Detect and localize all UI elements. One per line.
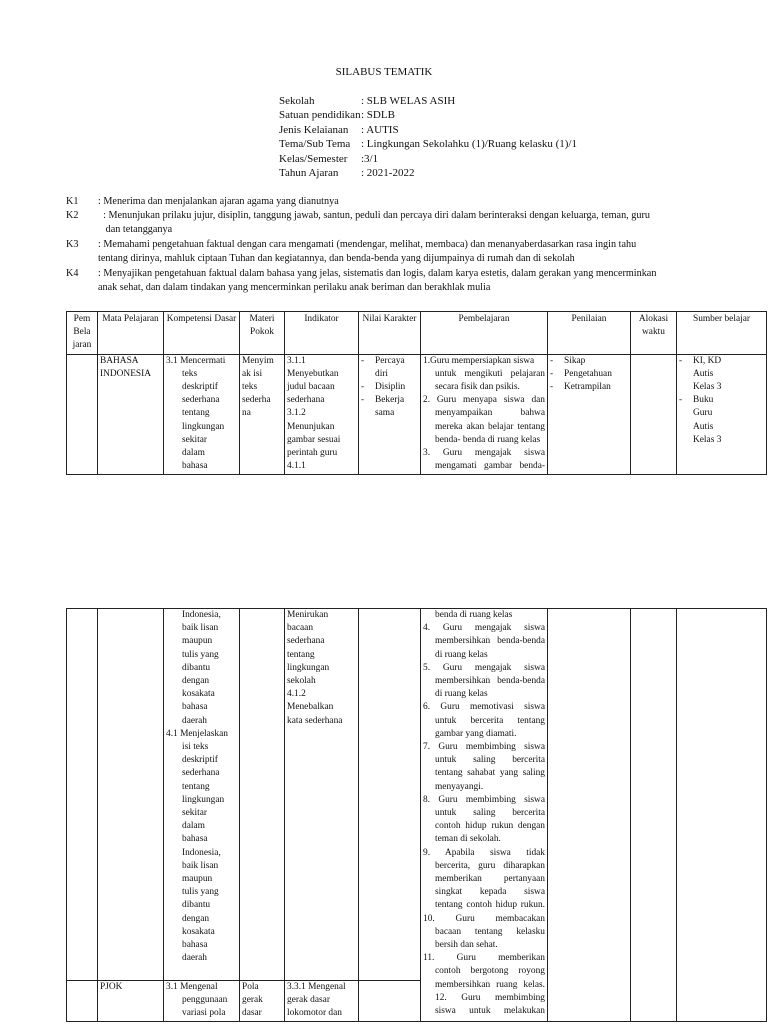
cell-text: daerah — [182, 953, 207, 964]
cell-text: baik lisan — [182, 623, 219, 634]
syllabus-table-page1 — [66, 311, 767, 475]
bullet-text: Bekerja — [375, 395, 405, 406]
cell-text: Menyebutkan — [287, 368, 339, 379]
bullet-item — [361, 394, 418, 407]
info-value: : 2021-2022 — [361, 167, 415, 180]
cell-pembelajaran-no — [67, 354, 98, 474]
cell-nilai-karakter — [359, 981, 421, 1022]
bullet-item — [361, 355, 418, 368]
learning-step-line: contoh bergotong royong — [435, 966, 545, 977]
ki-text — [98, 267, 706, 295]
column-header: Sumber belajar — [677, 312, 767, 355]
bullet-text: Kelas 3 — [693, 434, 722, 445]
cell-text: 3.1.1 — [287, 355, 306, 366]
bullet-text: KI, KD — [693, 355, 722, 366]
cell-text: Menyim — [242, 355, 274, 366]
cell-text: 3.1.2 — [287, 408, 306, 419]
bullet-dash — [679, 421, 693, 434]
cell-indikator — [285, 981, 359, 1022]
bullet-text: Percaya — [375, 355, 405, 366]
column-header: Alokasi waktu — [631, 312, 677, 355]
bullet-item — [679, 368, 764, 381]
bullet-item — [679, 434, 764, 447]
cell-text: isi teks — [182, 742, 209, 753]
learning-step-line: menyampaikan bahwa — [435, 408, 545, 419]
info-value: : SDLB — [361, 109, 395, 122]
ki-line: : Menunjukan prilaku jujur, disiplin, tanggung jawab, santun, peduli dan percaya diri dalam berinteraksi dengan keluarga, teman, guru — [98, 210, 650, 221]
bullet-dash — [679, 381, 693, 394]
cell-pembelajaran — [421, 609, 548, 1022]
cell-text: lingkungan — [182, 421, 225, 432]
ki-line: : Menyajikan pengetahuan faktual dalam bahasa yang jelas, sistematis dan logis, dalam karya estetis, dalam gerakan yang mencerminkan — [98, 268, 657, 279]
cell-kompetensi-dasar — [164, 981, 240, 1022]
bullet-text: Guru — [693, 408, 713, 419]
bullet-dash: - — [361, 395, 365, 406]
cell-text: dalam — [182, 448, 205, 459]
info-value: : AUTIS — [361, 123, 399, 136]
cell-text: gerak — [242, 995, 263, 1006]
info-label: Satuan pendidikan — [279, 109, 361, 122]
cell-text: BAHASA — [100, 355, 139, 366]
column-header: Materi Pokok — [240, 312, 285, 355]
learning-step-line: 4. Guru mengajak siswa — [423, 623, 545, 634]
bullet-dash — [679, 368, 693, 381]
bullet-item — [550, 381, 628, 394]
cell-text: sederhana — [182, 395, 220, 406]
bullet-dash: - — [679, 395, 683, 406]
ki-text — [98, 209, 706, 237]
cell-text: penggunaan — [182, 995, 228, 1006]
learning-step-line: 12. Guru membimbing — [435, 992, 545, 1003]
ki-item — [66, 267, 706, 295]
learning-step-line: benda di ruang kelas — [435, 610, 513, 620]
learning-step-line: untuk bercerita tentang — [435, 715, 545, 726]
info-value: :3/1 — [361, 152, 379, 165]
learning-step-line: membersihkan benda-benda — [435, 636, 545, 647]
bullet-text: Autis — [693, 368, 714, 379]
cell-kompetensi-dasar — [164, 609, 240, 981]
school-info — [279, 94, 577, 180]
learning-step-line: 9. Apabila siswa tidak — [423, 847, 545, 858]
learning-step-line: teman di sekolah. — [435, 834, 501, 845]
learning-step-line: untuk saling bercerita — [435, 808, 545, 819]
bullet-item — [679, 421, 764, 434]
bullet-item — [679, 394, 764, 407]
document-title: SILABUS TEMATIK — [335, 66, 433, 78]
learning-step-line: bersih dan sehat. — [435, 940, 498, 951]
cell-text: Menebalkan — [287, 702, 334, 713]
bullet-dash: - — [361, 382, 365, 393]
learning-step-line: memberikan pertanyaan — [435, 874, 545, 885]
info-value: : SLB WELAS ASIH — [361, 95, 456, 107]
cell-kompetensi-dasar — [164, 354, 240, 474]
cell-text: lokomotor dan — [287, 1008, 342, 1019]
cell-text: sekolah — [287, 676, 316, 687]
learning-step-line: 11. Guru memberikan — [423, 953, 545, 964]
syllabus-table-page2 — [66, 608, 767, 1022]
bullet-dash: - — [550, 355, 554, 366]
cell-text: sederhana — [287, 636, 325, 647]
learning-step-line: di ruang kelas — [435, 649, 488, 660]
ki-line: : Memahami pengetahuan faktual dengan cara mengamati (mendengar, melihat, membaca) dan menanyaberdasarkan rasa ingin tahu — [98, 239, 637, 250]
cell-text: dalam — [182, 821, 205, 832]
cell-pembelajaran-no — [67, 981, 98, 1022]
learning-step-line: 1.Guru mempersiapkan siswa — [423, 355, 535, 366]
ki-text — [98, 195, 706, 209]
cell-text: 3.3.1 Mengenal — [287, 982, 346, 992]
cell-text: tulis yang — [182, 887, 219, 898]
learning-step-line: singkat kepada siswa — [435, 887, 545, 898]
cell-text: tentang — [182, 408, 210, 419]
cell-text: dibantu — [182, 900, 211, 911]
bullet-item — [550, 368, 628, 381]
info-row — [279, 166, 577, 180]
learning-step-line: di ruang kelas — [435, 689, 488, 700]
cell-text: bacaan — [287, 623, 314, 634]
bullet-item — [550, 355, 628, 368]
cell-text: sederhana — [287, 395, 325, 406]
learning-step-line: untuk mengikuti pelajaran — [435, 368, 545, 379]
cell-text: na — [242, 408, 251, 419]
learning-step-line: bercerita, guru diharapkan — [435, 860, 545, 871]
ki-code: K1 — [66, 196, 79, 207]
learning-step-line: 5. Guru mengajak siswa — [423, 662, 545, 673]
learning-step-line: mengamati gambar benda- — [435, 461, 545, 472]
cell-sumber-belajar — [677, 609, 767, 1022]
ki-text — [98, 238, 706, 266]
column-header: Penilaian — [548, 312, 631, 355]
cell-text: gambar sesuai — [287, 434, 341, 445]
cell-text: teks — [242, 382, 258, 393]
info-label: Jenis Kelaianan — [279, 123, 349, 136]
cell-mata-pelajaran — [98, 981, 164, 1022]
learning-step-line: gambar yang diamati. — [435, 728, 517, 739]
ki-line: anak sehat, dan dalam tindakan yang mencerminkan perilaku anak beriman dan berakhlak mulia — [98, 282, 491, 293]
info-row — [279, 152, 577, 166]
learning-step-line: benda- benda di ruang kelas — [435, 434, 541, 445]
cell-text: deskriptif — [182, 382, 218, 393]
bullet-text: Disiplin — [375, 382, 406, 393]
cell-materi-pokok — [240, 609, 285, 981]
cell-text: perintah guru — [287, 448, 338, 459]
cell-text: maupun — [182, 636, 213, 647]
learning-step-line: membersihkan benda-benda — [435, 676, 545, 687]
bullet-text: sama — [375, 408, 395, 419]
cell-text: dasar — [242, 1008, 262, 1019]
bullet-item — [679, 407, 764, 420]
learning-step-line: menyayangi. — [435, 781, 484, 792]
table-row — [67, 609, 767, 981]
bullet-dash — [361, 368, 375, 381]
ki-line: dan tetangganya — [98, 224, 173, 235]
kd-heading: 4.1 Menjelaskan — [166, 728, 228, 739]
learning-step-line: mereka akan belajar tentang — [435, 421, 545, 432]
cell-mata-pelajaran — [98, 354, 164, 474]
learning-step-line: siswa untuk melakukan — [435, 1006, 545, 1017]
bullet-dash: - — [550, 382, 554, 393]
learning-step-line: 2. Guru menyapa siswa dan — [423, 395, 545, 406]
column-header: Pembelajaran — [421, 312, 548, 355]
ki-code: K4 — [66, 268, 79, 279]
cell-text: bahasa — [182, 834, 208, 845]
bullet-text: Kelas 3 — [693, 382, 722, 393]
cell-text: tentang — [287, 649, 315, 660]
info-value: : Lingkungan Sekolahku (1)/Ruang kelasku (1)/1 — [361, 138, 577, 151]
cell-materi-pokok — [240, 354, 285, 474]
cell-text: tentang — [182, 781, 210, 792]
cell-text: dengan — [182, 913, 210, 924]
cell-alokasi-waktu — [631, 354, 677, 474]
bullet-dash: - — [361, 355, 365, 366]
column-header: Nilai Karakter — [359, 312, 421, 355]
bullet-item — [679, 355, 764, 368]
cell-text: sederhana — [182, 768, 220, 779]
learning-step-line: membersihkan ruang kelas. — [435, 979, 545, 990]
column-header: Indikator — [285, 312, 359, 355]
cell-penilaian — [548, 354, 631, 474]
bullet-dash — [679, 407, 693, 420]
ki-item — [66, 209, 706, 237]
bullet-dash — [361, 407, 375, 420]
cell-materi-pokok — [240, 981, 285, 1022]
table-header-row — [67, 312, 767, 355]
ki-item — [66, 238, 706, 266]
cell-mata-pelajaran — [98, 609, 164, 981]
bullet-item — [361, 368, 418, 381]
cell-text: Pola — [242, 982, 259, 992]
learning-step-line: tentang sahabat yang saling — [435, 768, 545, 779]
cell-text: teks — [182, 368, 198, 379]
cell-text: PJOK — [100, 982, 123, 992]
info-label: Tema/Sub Tema — [279, 138, 351, 151]
cell-text: lingkungan — [182, 794, 225, 805]
info-row — [279, 123, 577, 137]
cell-pembelajaran — [421, 354, 548, 474]
bullet-dash: - — [679, 355, 683, 366]
ki-line: : Menerima dan menjalankan ajaran agama yang dianutnya — [98, 196, 339, 207]
cell-sumber-belajar — [677, 354, 767, 474]
bullet-text: diri — [375, 368, 389, 379]
kd-heading: 3.1 Mencermati — [166, 355, 226, 366]
cell-text: gerak dasar — [287, 995, 330, 1006]
cell-text: variasi pola — [182, 1008, 226, 1019]
cell-nilai-karakter — [359, 354, 421, 474]
cell-text: daerah — [182, 715, 207, 726]
learning-step-line: 10. Guru membacakan — [423, 913, 545, 924]
bullet-text: Ketrampilan — [564, 382, 611, 393]
ki-code: K2 — [66, 210, 79, 221]
column-header: Kompetensi Dasar — [164, 312, 240, 355]
cell-text: bahasa — [182, 702, 208, 713]
info-label: Sekolah — [279, 95, 315, 107]
cell-text: Indonesia, — [182, 847, 221, 858]
bullet-item — [679, 381, 764, 394]
cell-text: kata sederhana — [287, 715, 343, 726]
cell-text: tulis yang — [182, 649, 219, 660]
info-row — [279, 108, 577, 122]
learning-step-line: tentang contoh hidup rukun. — [435, 900, 545, 911]
cell-indikator — [285, 609, 359, 981]
cell-text: bahasa — [182, 940, 208, 951]
info-label: Tahun Ajaran — [279, 167, 339, 180]
bullet-dash: - — [550, 368, 554, 379]
cell-text: maupun — [182, 874, 213, 885]
cell-text: 4.1.2 — [287, 689, 306, 700]
cell-text: bahasa — [182, 461, 208, 472]
cell-text: dengan — [182, 676, 210, 687]
learning-step-line: 6. Guru memotivasi siswa — [423, 702, 545, 713]
cell-text: sederha — [242, 395, 271, 406]
cell-pembelajaran-no — [67, 609, 98, 981]
bullet-item — [361, 407, 418, 420]
cell-text: Menirukan — [287, 610, 329, 620]
column-header: Pem Bela jaran — [67, 312, 98, 355]
cell-text: kosakata — [182, 689, 215, 700]
cell-text: baik lisan — [182, 860, 219, 871]
bullet-dash — [679, 434, 693, 447]
bullet-text: Sikap — [564, 355, 586, 366]
table-row — [67, 354, 767, 474]
info-row — [279, 137, 577, 151]
cell-text: deskriptif — [182, 755, 218, 766]
ki-item — [66, 195, 706, 209]
cell-text: sekitar — [182, 434, 207, 445]
cell-text: ak isi — [242, 368, 263, 379]
cell-text: sekitar — [182, 808, 207, 819]
cell-alokasi-waktu — [631, 609, 677, 1022]
cell-text: Indonesia, — [182, 610, 221, 620]
info-label: Kelas/Semester — [279, 152, 348, 165]
bullet-text: Buku — [693, 395, 714, 406]
learning-step-line: 8. Guru membimbing siswa — [423, 794, 545, 805]
cell-text: dibantu — [182, 662, 211, 673]
learning-step-line: untuk saling bercerita — [435, 755, 545, 766]
cell-text: kosakata — [182, 926, 215, 937]
column-header: Mata Pelajaran — [98, 312, 164, 355]
cell-text: judul bacaan — [287, 382, 335, 393]
cell-indikator — [285, 354, 359, 474]
cell-text: INDONESIA — [100, 368, 152, 379]
cell-text: 4.1.1 — [287, 461, 306, 472]
bullet-text: Autis — [693, 421, 714, 432]
learning-step-line: contoh hidup rukun dengan — [435, 821, 545, 832]
kd-heading: 3.1 Mengenal — [166, 982, 218, 992]
bullet-text: Pengetahuan — [564, 368, 612, 379]
learning-step-line: secara fisik dan psikis. — [435, 382, 520, 393]
cell-penilaian — [548, 609, 631, 1022]
learning-step-line: 7. Guru membimbing siswa — [423, 742, 545, 753]
ki-code: K3 — [66, 239, 79, 250]
cell-text: lingkungan — [287, 662, 330, 673]
ki-line: tentang dirinya, mahluk ciptaan Tuhan dan kegiatannya, dan benda-benda yang dijumpainya di rumah dan di sekolah — [98, 253, 575, 264]
learning-step-line: bacaan tentang kelasku — [435, 926, 545, 937]
bullet-item — [361, 381, 418, 394]
learning-step-line: 3. Guru mengajak siswa — [423, 448, 545, 459]
info-row — [279, 94, 577, 108]
cell-nilai-karakter — [359, 609, 421, 981]
cell-text: Menunjukan — [287, 421, 335, 432]
